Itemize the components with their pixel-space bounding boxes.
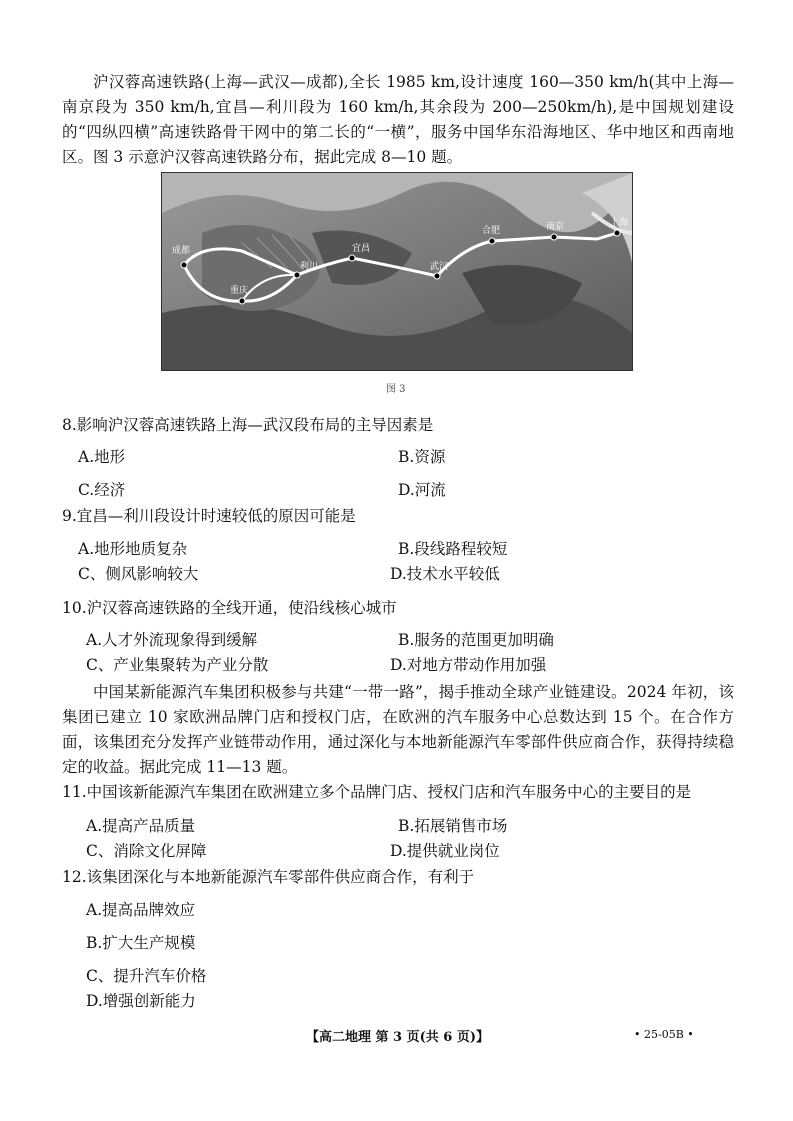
q10-option-d[interactable]: D.对地方带动作用加强 (390, 656, 547, 674)
q12-option-d[interactable]: D.增强创新能力 (86, 992, 196, 1010)
question-8-stem: 8.影响沪汉蓉高速铁路上海—武汉段布局的主导因素是 (62, 416, 434, 434)
railway-map-svg (162, 173, 632, 370)
question-9-stem: 9.宜昌—利川段设计时速较低的原因可能是 (62, 507, 356, 525)
q11-option-a[interactable]: A.提高产品质量 (86, 817, 196, 835)
page-footer: 【高二地理 第 3 页(共 6 页)】 (306, 1030, 490, 1045)
q10-option-a[interactable]: A.人才外流现象得到缓解 (86, 631, 258, 649)
passage-railway (62, 70, 734, 170)
q10-option-c[interactable]: C、产业集聚转为产业分散 (86, 656, 269, 674)
q9-option-d[interactable]: D.技术水平较低 (390, 565, 500, 583)
passage-nev-text: 中国某新能源汽车集团积极参与共建“一带一路”，揭手推动全球产业链建设。2024 年初，该集团已建立 10 家欧洲品牌门店和授权门店，在欧洲的汽车服务中心总数达到 15 个。在合作方面，该集团充分发挥产业链带动作用，通过深化与本地新能源汽车零部件供应商合作，获得持续稳定的收益。据此完成 11—13 题。 (62, 683, 734, 776)
city-label: 武汉 (430, 262, 449, 272)
city-label: 利川 (300, 262, 319, 272)
q8-option-d[interactable]: D.河流 (398, 481, 446, 499)
q12-option-b[interactable]: B.扩大生产规模 (86, 934, 196, 952)
railway-map (161, 172, 633, 371)
city-label: 南京 (546, 222, 565, 232)
q9-option-c[interactable]: C、侧风影响较大 (78, 565, 199, 583)
city-label: 成都 (172, 246, 191, 256)
q8-option-b[interactable]: B.资源 (398, 448, 446, 466)
q11-option-d[interactable]: D.提供就业岗位 (390, 842, 500, 860)
city-label: 重庆 (230, 286, 249, 296)
city-label: 宜昌 (352, 244, 371, 254)
q8-option-a[interactable]: A.地形 (78, 448, 126, 466)
question-10-stem: 10.沪汉蓉高速铁路的全线开通，使沿线核心城市 (62, 599, 397, 617)
passage-railway-text: 沪汉蓉高速铁路(上海—武汉—成都),全长 1985 km,设计速度 160—350 km/h(其中上海—南京段为 350 km/h,宜昌—利川段为 160 km/h,其余段为 200—250km/h),是中国规划建设的“四纵四横”高速铁路骨干网中的第二长的“一横”，服务中国华东沿海地区、华中地区和西南地区。图 3 示意沪汉蓉高速铁路分布，据此完成 8—10 题。 (62, 73, 734, 166)
question-12-stem: 12.该集团深化与本地新能源汽车零部件供应商合作，有利于 (62, 868, 475, 886)
passage-nev (62, 680, 734, 780)
city-label: 合肥 (482, 226, 501, 236)
q9-option-b[interactable]: B.段线路程较短 (398, 540, 508, 558)
q11-option-b[interactable]: B.拓展销售市场 (398, 817, 508, 835)
figure-caption: 图 3 (386, 384, 406, 395)
q8-option-c[interactable]: C.经济 (78, 481, 126, 499)
q9-option-a[interactable]: A.地形地质复杂 (78, 540, 188, 558)
exam-code: • 25-05B • (634, 1028, 694, 1041)
question-11-stem: 11.中国该新能源汽车集团在欧洲建立多个品牌门店、授权门店和汽车服务中心的主要目的是 (62, 783, 692, 801)
q10-option-b[interactable]: B.服务的范围更加明确 (398, 631, 554, 649)
q12-option-a[interactable]: A.提高品牌效应 (86, 901, 196, 919)
q12-option-c[interactable]: C、提升汽车价格 (86, 967, 207, 985)
q11-option-c[interactable]: C、消除文化屏障 (86, 842, 207, 860)
city-label: 上海 (610, 218, 629, 228)
